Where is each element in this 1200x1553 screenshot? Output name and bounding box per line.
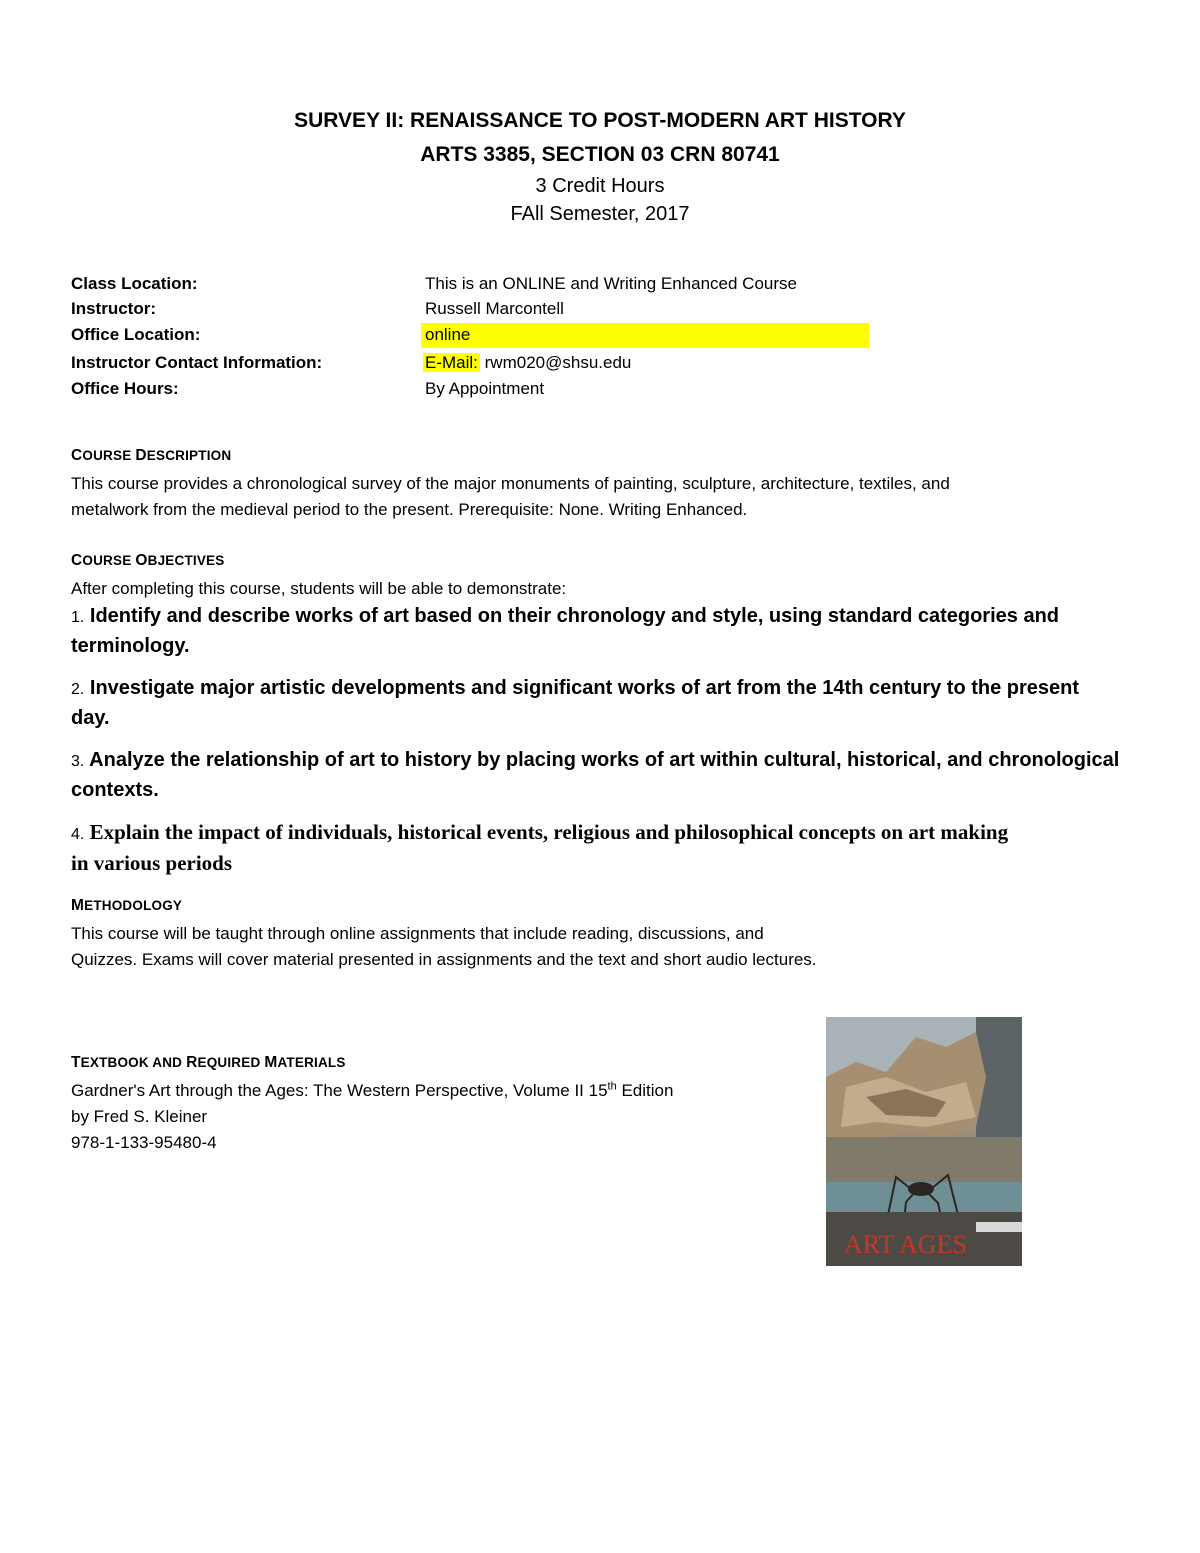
info-row-instructor — [71, 297, 971, 321]
info-label: Office Hours: — [71, 379, 179, 398]
document-title: SURVEY II: RENAISSANCE TO POST-MODERN ART HISTORY — [294, 109, 906, 132]
info-label: Office Location: — [71, 325, 201, 344]
info-row-office-location — [71, 323, 971, 347]
objective-item-3: 3. Analyze the relationship of art to history by placing works of art within cultural, historical, and chronological contexts. — [71, 749, 1120, 801]
info-label: Instructor Contact Information: — [71, 353, 323, 372]
info-label: Class Location: — [71, 274, 198, 293]
cover-title-text: ART AGES — [844, 1230, 967, 1259]
section-heading-textbook: TEXTBOOK AND REQUIRED MATERIALS — [71, 1054, 346, 1071]
info-value: online — [425, 325, 471, 344]
section-heading-methodology: METHODOLOGY — [71, 897, 183, 914]
methodology-line-1: This course will be taught through online assignments that include reading, discussions, and — [71, 924, 764, 943]
info-row-office-hours — [71, 377, 971, 401]
section-heading-objectives: COURSE OBJECTIVES — [71, 552, 225, 569]
info-value: By Appointment — [425, 379, 545, 398]
info-row-contact — [71, 351, 971, 375]
credit-hours: 3 Credit Hours — [535, 175, 665, 197]
info-row-class-location — [71, 272, 971, 296]
info-label: Instructor: — [71, 299, 156, 318]
textbook-title: Gardner's Art through the Ages: The Western Perspective, Volume II 15th Edition — [71, 1080, 674, 1100]
description-line-2: metalwork from the medieval period to the present. Prerequisite: None. Writing Enhanced. — [71, 500, 748, 519]
objective-item-4: 4. Explain the impact of individuals, historical events, religious and philosophical concepts on art making in various periods — [71, 820, 1009, 875]
objectives-intro: After completing this course, students will be able to demonstrate: — [71, 579, 567, 598]
methodology-line-2: Quizzes. Exams will cover material presented in assignments and the text and short audio lectures. — [71, 950, 817, 969]
email-prefix: E-Mail: — [425, 353, 478, 372]
textbook-isbn: 978-1-133-95480-4 — [71, 1133, 217, 1152]
description-line-1: This course provides a chronological survey of the major monuments of painting, sculpture, architecture, textiles, and — [71, 474, 950, 493]
course-line: ARTS 3385, SECTION 03 CRN 80741 — [420, 143, 780, 166]
textbook-cover-image — [826, 1017, 1022, 1266]
info-value-contact — [423, 351, 631, 375]
info-value: This is an ONLINE and Writing Enhanced Course — [425, 274, 797, 293]
info-value: Russell Marcontell — [425, 299, 564, 318]
objective-item-2: 2. Investigate major artistic developments and significant works of art from the 14th century to the present day. — [71, 677, 1080, 729]
semester: FAll Semester, 2017 — [510, 203, 690, 225]
highlight-bar — [421, 323, 869, 348]
textbook-author: by Fred S. Kleiner — [71, 1107, 208, 1126]
section-heading-description: COURSE DESCRIPTION — [71, 447, 232, 464]
objective-item-1: 1. Identify and describe works of art based on their chronology and style, using standard categories and terminology. — [71, 605, 1059, 657]
email-link[interactable]: rwm020@shsu.edu — [484, 353, 632, 372]
